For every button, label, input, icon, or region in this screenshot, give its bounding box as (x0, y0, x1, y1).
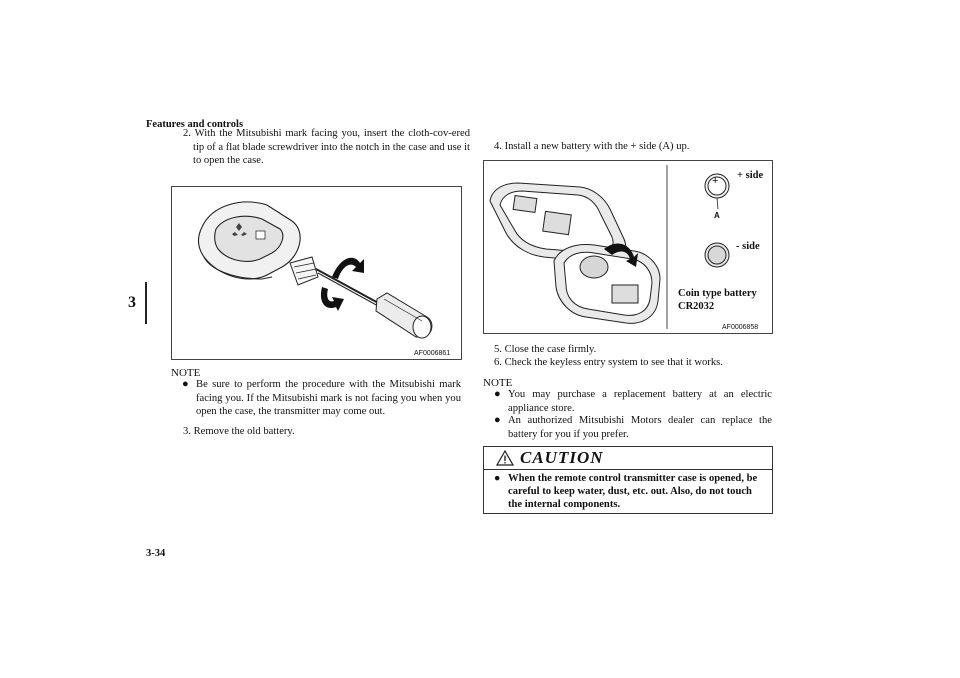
figure-code: AF0006858 (722, 324, 759, 331)
caution-text: When the remote control transmitter case is opened, be careful to keep water, dust, etc. out. Also, do not touch the internal components. (508, 473, 758, 511)
figure-open-case (171, 186, 462, 360)
battery-type-label: Coin type battery (678, 288, 757, 299)
section-header: Features and controls (146, 119, 244, 130)
screwdriver-illustration (172, 187, 461, 359)
step-2-text: 2. With the Mitsubishi mark facing you, insert the cloth-cov-ered tip of a flat blade screwdriver into the notch in the case and use it to open the case. (183, 128, 470, 167)
chapter-tab (128, 282, 146, 324)
battery-model-label: CR2032 (678, 301, 715, 312)
note-bullet (494, 414, 772, 442)
step-6-text: 6. Check the keyless entry system to see that it works. (494, 357, 723, 368)
figure-battery (483, 160, 773, 334)
battery-illustration (484, 161, 772, 333)
note-label: NOTE (171, 367, 201, 379)
minus-side-label: - side (736, 241, 760, 252)
step-3-text: 3. Remove the old battery. (183, 426, 295, 437)
warning-triangle-icon (496, 450, 514, 466)
bullet-icon: ● (182, 378, 189, 390)
note-bullet (182, 378, 461, 420)
page-number: 3-34 (146, 548, 166, 559)
note-text: An authorized Mitsubishi Motors dealer can replace the battery for you if you prefer. (508, 415, 772, 440)
note-text: Be sure to perform the procedure with the Mitsubishi mark facing you. If the Mitsubishi mark is not facing you when you open the case, the transmitter may come out. (196, 379, 461, 418)
bullet-icon: ● (494, 473, 501, 484)
chapter-number: 3 (128, 294, 136, 311)
chapter-divider (145, 282, 147, 324)
marker-a: A (714, 211, 720, 220)
bullet-icon: ● (494, 414, 501, 426)
figure-code: AF0006861 (414, 350, 451, 357)
step-5-text: 5. Close the case firmly. (494, 344, 597, 355)
svg-text:+: + (712, 175, 719, 187)
caution-header (484, 447, 772, 470)
caution-title: CAUTION (520, 448, 604, 467)
step-4-text: 4. Install a new battery with the + side (A) up. (494, 141, 690, 152)
plus-side-label: + side (737, 170, 764, 181)
note-text: You may purchase a replacement battery at an electric appliance store. (508, 389, 772, 414)
bullet-icon: ● (494, 388, 501, 400)
note-label: NOTE (483, 377, 513, 389)
note-bullet (494, 388, 772, 416)
caution-box (483, 446, 773, 514)
